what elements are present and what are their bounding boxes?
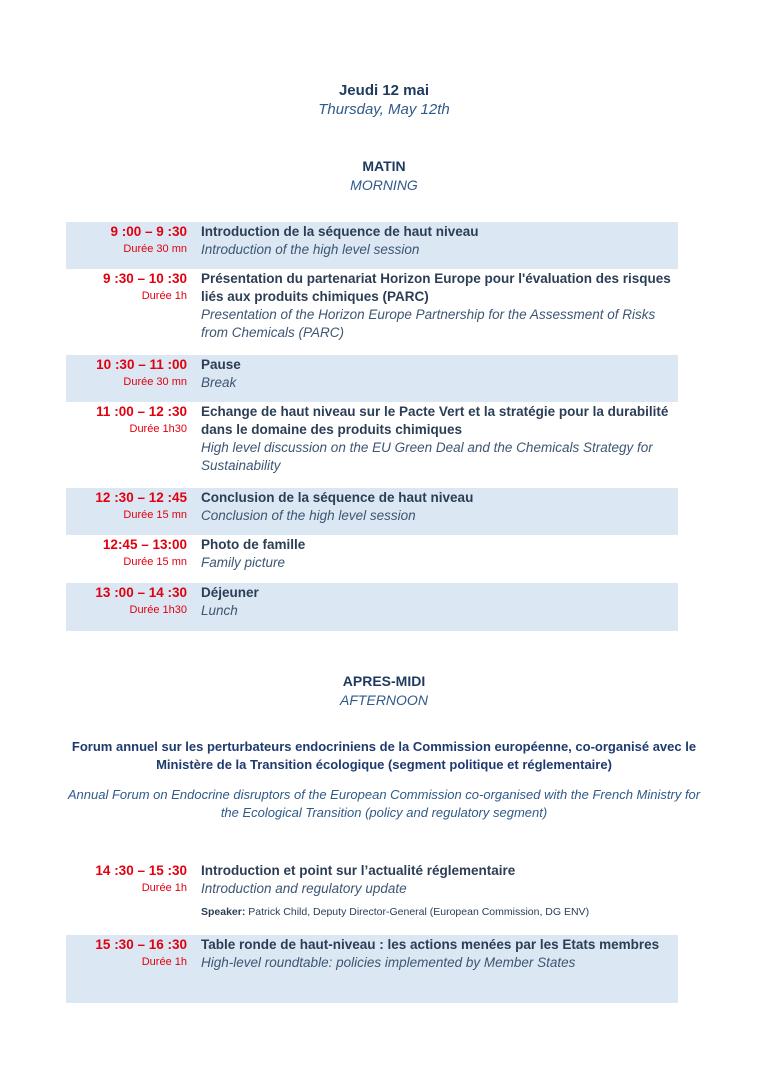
- session-time: 9 :30 – 10 :30: [102, 271, 187, 286]
- afternoon-schedule: [66, 861, 678, 1003]
- session-duration: Durée 15 mn: [123, 556, 187, 568]
- session-title-en: Introduction and regulatory update: [201, 881, 407, 896]
- session-title-en: Family picture: [201, 555, 286, 570]
- session-time: 14 :30 – 15 :30: [95, 863, 187, 878]
- morning-heading-fr: MATIN: [362, 158, 406, 174]
- session-duration: Durée 30 mn: [123, 243, 187, 255]
- session-duration: Durée 15 mn: [123, 509, 187, 521]
- schedule-row: [66, 535, 678, 583]
- schedule-row: [66, 583, 678, 631]
- session-time: 13 :00 – 14 :30: [95, 585, 187, 600]
- session-time: 12 :30 – 12 :45: [95, 490, 187, 505]
- session-title-en: High-level roundtable: policies implemented by Member States: [201, 955, 576, 970]
- session-title-fr: Présentation du partenariat Horizon Europe pour l'évaluation des risques liés aux produits chimiques (PARC): [201, 271, 671, 304]
- session-time: 15 :30 – 16 :30: [95, 937, 187, 952]
- session-title-fr: Introduction et point sur l’actualité réglementaire: [201, 863, 516, 878]
- session-title-fr: Introduction de la séquence de haut niveau: [201, 224, 479, 239]
- speaker-label: Speaker:: [201, 906, 246, 918]
- schedule-row: [66, 269, 678, 355]
- session-duration: Durée 1h30: [129, 604, 187, 616]
- day-title-en: Thursday, May 12th: [318, 101, 450, 118]
- session-duration: Durée 1h: [141, 290, 187, 302]
- forum-title-fr: Forum annuel sur les perturbateurs endocriniens de la Commission européenne, co-organisé avec le Ministère de la Transition écologique (segment politique et réglementaire): [71, 739, 697, 772]
- schedule-row: [66, 222, 678, 269]
- session-title-en: Presentation of the Horizon Europe Partnership for the Assessment of Risks from Chemicals (PARC): [201, 307, 656, 340]
- session-title-fr: Table ronde de haut-niveau : les actions menées par les Etats membres: [201, 937, 660, 952]
- session-title-fr: Déjeuner: [201, 585, 259, 600]
- speaker-name: Patrick Child, Deputy Director-General (European Commission, DG ENV): [248, 906, 590, 918]
- session-title-fr: Conclusion de la séquence de haut niveau: [201, 490, 474, 505]
- session-speaker: [201, 906, 671, 918]
- schedule-row: [66, 488, 678, 535]
- session-time: 9 :00 – 9 :30: [110, 224, 187, 239]
- session-duration: Durée 30 mn: [123, 376, 187, 388]
- session-time: 10 :30 – 11 :00: [96, 357, 187, 372]
- session-title-fr: Photo de famille: [201, 537, 306, 552]
- session-duration: Durée 1h: [141, 956, 187, 968]
- session-time: 12:45 – 13:00: [102, 537, 187, 552]
- schedule-row: [66, 935, 678, 1003]
- day-title-fr: Jeudi 12 mai: [338, 82, 430, 99]
- session-duration: Durée 1h30: [129, 423, 187, 435]
- session-title-en: Conclusion of the high level session: [201, 508, 416, 523]
- schedule-row: [66, 402, 678, 488]
- morning-schedule: [66, 222, 678, 632]
- schedule-row: [66, 355, 678, 402]
- session-title-en: Lunch: [201, 603, 238, 618]
- session-time: 11 :00 – 12 :30: [96, 404, 187, 419]
- session-title-en: High level discussion on the EU Green Deal and the Chemicals Strategy for Sustainability: [201, 440, 653, 473]
- schedule-row: [66, 861, 678, 935]
- afternoon-heading-en: AFTERNOON: [340, 692, 428, 708]
- afternoon-heading-fr: APRES-MIDI: [342, 673, 426, 689]
- session-duration: Durée 1h: [141, 882, 187, 894]
- morning-heading-en: MORNING: [350, 177, 418, 193]
- session-title-en: Introduction of the high level session: [201, 242, 420, 257]
- session-title-fr: Echange de haut niveau sur le Pacte Vert et la stratégie pour la durabilité dans le domaine des produits chimiques: [201, 404, 669, 437]
- session-title-en: Break: [201, 375, 237, 390]
- forum-title-en: Annual Forum on Endocrine disruptors of the European Commission co-organised with the French Ministry for the Ecological Transition (policy and regulatory segment): [67, 787, 701, 820]
- session-title-fr: Pause: [201, 357, 241, 372]
